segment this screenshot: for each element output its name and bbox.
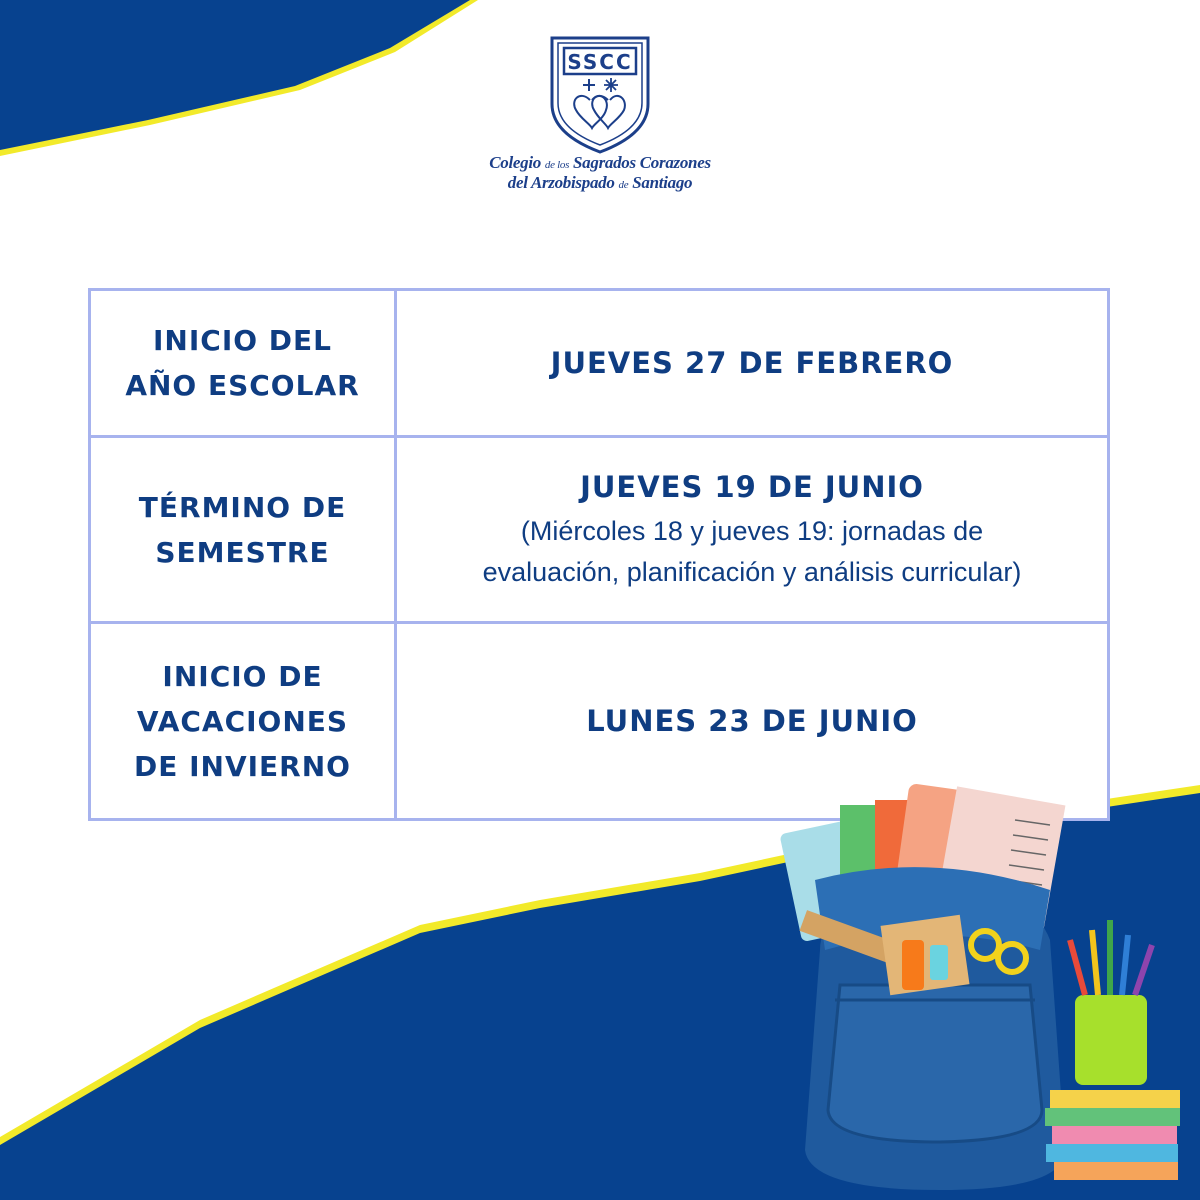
school-crest-icon: [540, 34, 660, 154]
row-value: [396, 437, 1109, 623]
date-text: JUEVES 19 DE JUNIO: [580, 469, 924, 504]
backpack-with-school-supplies-icon: [780, 780, 1200, 1200]
label-line: INICIO DEL: [153, 324, 332, 357]
label-line: DE INVIERNO: [134, 749, 351, 783]
date-note: [407, 511, 1097, 593]
date-text: LUNES 23 DE JUNIO: [586, 704, 918, 738]
logo-initials: SSCC: [567, 50, 633, 74]
label-line: AÑO ESCOLAR: [125, 369, 360, 402]
row-value: [396, 290, 1109, 437]
label-line: INICIO DE: [162, 659, 323, 693]
top-left-navy-shape: [0, 0, 470, 150]
row-label: [90, 290, 396, 437]
label-line: VACACIONES: [136, 704, 349, 738]
table-row: [90, 290, 1109, 437]
note-line: (Miércoles 18 y jueves 19: jornadas de: [520, 515, 984, 546]
school-name-line2: del Arzobispado de Santiago: [507, 173, 693, 192]
school-name-line1: Colegio de los Sagrados Corazones: [489, 153, 711, 172]
row-label: [90, 437, 396, 623]
school-logo: [470, 34, 730, 214]
school-calendar-table: [88, 288, 1110, 821]
label-line: TÉRMINO DE: [138, 490, 347, 524]
note-line: evaluación, planificación y análisis curricular): [482, 556, 1022, 587]
row-label: [90, 623, 396, 820]
date-text: JUEVES 27 DE FEBRERO: [550, 346, 954, 380]
label-line: SEMESTRE: [155, 535, 330, 569]
table-row: [90, 437, 1109, 623]
